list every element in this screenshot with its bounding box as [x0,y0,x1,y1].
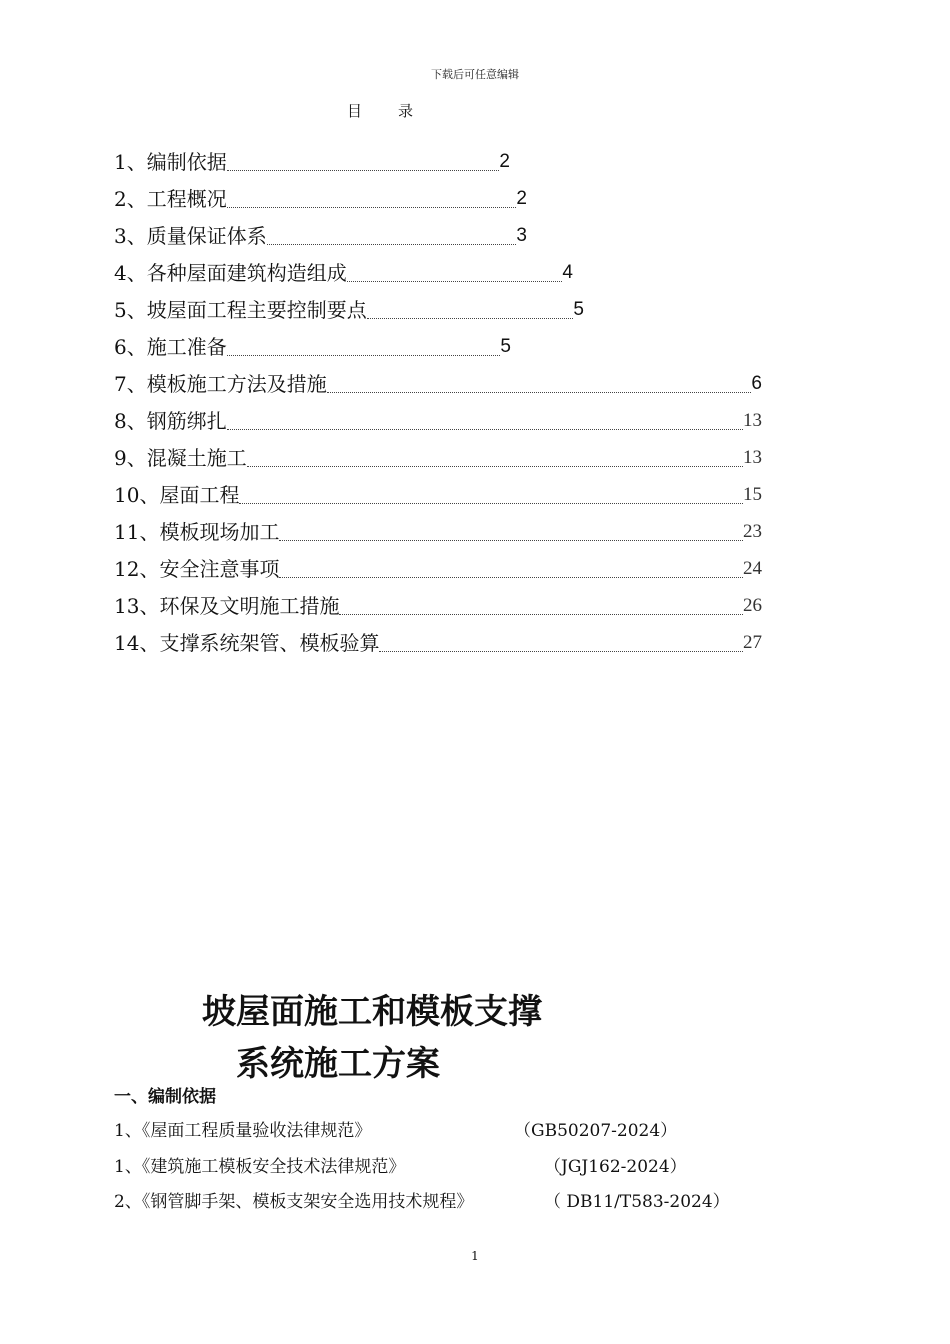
toc-entry[interactable] [114,257,573,285]
toc-entry-label: 12、安全注意事项 [114,557,280,581]
toc-entry-page: 24 [743,558,762,579]
toc-leader [379,651,743,652]
toc-leader [227,207,517,208]
toc-entry-page: 3 [516,225,527,246]
toc-entry[interactable] [114,479,762,507]
toc-entry-page: 6 [751,373,762,394]
reference-code: （ DB11/T583-2024） [544,1192,730,1212]
toc-entry[interactable] [114,405,762,433]
reference-item [114,1152,687,1177]
reference-name: 1、《建筑施工模板安全技术法律规范》 [114,1157,406,1177]
reference-item [114,1116,678,1141]
toc-leader [327,392,752,393]
toc-entry-page: 5 [573,299,584,320]
toc-entry-label: 7、模板施工方法及措施 [114,372,327,396]
toc-entry-label: 4、各种屋面建筑构造组成 [114,261,347,285]
toc-entry-page: 15 [743,484,762,505]
reference-name: 2、《钢管脚手架、模板支架安全选用技术规程》 [114,1192,474,1212]
page-number: 1 [471,1249,479,1263]
toc-leader [339,614,743,615]
toc-title-char: 目 [347,102,363,120]
toc-entry-label: 13、环保及文明施工措施 [114,594,340,618]
toc-entry-page: 2 [516,188,527,209]
toc-leader [227,355,501,356]
toc-entry-label: 3、质量保证体系 [114,224,267,248]
toc-entry[interactable] [114,183,527,211]
reference-code: （JGJ162-2024） [544,1157,687,1177]
toc-entry[interactable] [114,627,762,655]
toc-leader [227,429,743,430]
document-title-line-1: 坡屋面施工和模板支撑 [202,992,542,1032]
toc-entry[interactable] [114,331,511,359]
toc-leader [239,503,743,504]
toc-entry-label: 14、支撑系统架管、模板验算 [114,631,380,655]
toc-leader [279,540,743,541]
toc-entry-label: 11、模板现场加工 [114,520,280,544]
toc-entry-page: 13 [743,447,762,468]
document-title-line-2: 系统施工方案 [236,1044,440,1084]
toc-entry-label: 9、混凝土施工 [114,446,247,470]
toc-entry-page: 2 [499,151,510,172]
page-header: 下载后可任意编辑 [431,68,519,81]
toc-entry-page: 5 [500,336,511,357]
toc-leader [279,577,743,578]
toc-entry-label: 2、工程概况 [114,187,227,211]
toc-entry-page: 26 [743,595,762,616]
toc-entry[interactable] [114,220,527,248]
toc-entry-page: 4 [562,262,573,283]
toc-entry-page: 23 [743,521,762,542]
toc-entry-label: 10、屋面工程 [114,483,240,507]
reference-code: （GB50207-2024） [514,1121,678,1141]
toc-entry-label: 6、施工准备 [114,335,227,359]
toc-leader [227,170,500,171]
toc-title-char: 录 [398,102,414,120]
toc-leader [347,281,563,282]
toc-entry[interactable] [114,590,762,618]
toc-entry-page: 27 [743,632,762,653]
toc-entry-page: 13 [743,410,762,431]
reference-item [114,1187,730,1212]
toc-leader [367,318,574,319]
toc-entry[interactable] [114,146,510,174]
toc-entry[interactable] [114,516,762,544]
toc-entry[interactable] [114,368,762,396]
toc-title [347,100,413,121]
section-heading: 一、编制依据 [114,1087,216,1107]
toc-entry-label: 8、钢筋绑扎 [114,409,227,433]
toc-entry-label: 5、坡屋面工程主要控制要点 [114,298,367,322]
toc-entry[interactable] [114,294,584,322]
toc-entry[interactable] [114,553,762,581]
toc-entry[interactable] [114,442,762,470]
toc-leader [247,466,743,467]
toc-entry-label: 1、编制依据 [114,150,227,174]
toc-leader [267,244,517,245]
reference-name: 1、《屋面工程质量验收法律规范》 [114,1121,372,1141]
